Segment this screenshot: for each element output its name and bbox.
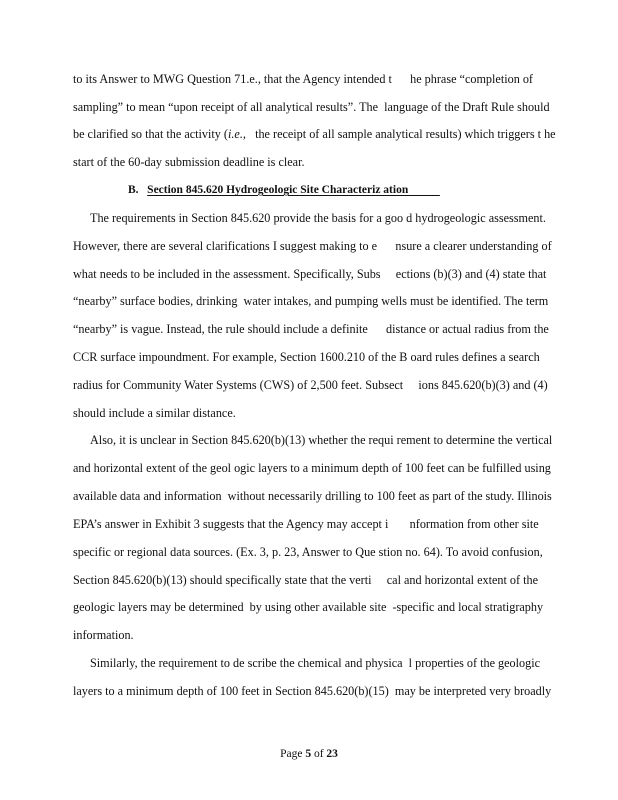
body-text-line: Also, it is unclear in Section 845.620(b)(13) whether the requi rement to determine the vertical bbox=[90, 433, 553, 447]
body-text-line: specific or regional data sources. (Ex. 3, p. 23, Answer to Que stion no. 64). To avoid confusion, bbox=[73, 545, 543, 559]
italic-abbreviation: i.e., bbox=[228, 127, 246, 141]
body-text-line bbox=[73, 127, 556, 141]
body-text-line: radius for Community Water Systems (CWS) of 2,500 feet. Subsect ions 845.620(b)(3) and (4) bbox=[73, 378, 548, 392]
page-number: 5 bbox=[305, 748, 312, 760]
section-heading bbox=[128, 183, 440, 197]
body-text-segment: be clarified so that the activity ( bbox=[73, 127, 228, 141]
section-title: Section 845.620 Hydrogeologic Site Characteriz ation bbox=[147, 184, 440, 196]
body-text-line: CCR surface impoundment. For example, Section 1600.210 of the B oard rules defines a search bbox=[73, 350, 540, 364]
body-text-line: The requirements in Section 845.620 provide the basis for a goo d hydrogeologic assessment. bbox=[90, 211, 546, 225]
body-text-line: “nearby” is vague. Instead, the rule should include a definite distance or actual radius from the bbox=[73, 322, 549, 336]
body-text-line: what needs to be included in the assessment. Specifically, Subs ections (b)(3) and (4) state that bbox=[73, 267, 547, 281]
page-total: 23 bbox=[326, 748, 338, 760]
body-text-line: available data and information without necessarily drilling to 100 feet as part of the study. Illinois bbox=[73, 489, 552, 503]
of-word: of bbox=[311, 748, 327, 760]
body-text-line: start of the 60-day submission deadline is clear. bbox=[73, 155, 305, 169]
body-text-line: geologic layers may be determined by using other available site -specific and local stratigraphy bbox=[73, 600, 544, 614]
body-text-line: and horizontal extent of the geol ogic layers to a minimum depth of 100 feet can be fulfilled using bbox=[73, 461, 551, 475]
body-text-line: information. bbox=[73, 628, 134, 642]
body-text-line: to its Answer to MWG Question 71.e., that the Agency intended t he phrase “completion of bbox=[73, 72, 533, 86]
section-letter: B. bbox=[128, 184, 139, 196]
body-text-line: EPA’s answer in Exhibit 3 suggests that the Agency may accept i nformation from other site bbox=[73, 517, 539, 531]
body-text-line: should include a similar distance. bbox=[73, 406, 236, 420]
body-text-line: sampling” to mean “upon receipt of all analytical results”. The language of the Draft Rule should bbox=[73, 100, 550, 114]
body-text-line: Section 845.620(b)(13) should specifically state that the verti cal and horizontal extent of the bbox=[73, 573, 539, 587]
page-word: Page bbox=[280, 748, 306, 760]
body-text-segment: the receipt of all sample analytical results) which triggers t he bbox=[245, 127, 556, 141]
body-text-line: “nearby” surface bodies, drinking water intakes, and pumping wells must be identified. The term bbox=[73, 294, 549, 308]
body-text-line: layers to a minimum depth of 100 feet in Section 845.620(b)(15) may be interpreted very broadly bbox=[73, 684, 552, 698]
body-text-line: However, there are several clarifications I suggest making to e nsure a clearer understanding of bbox=[73, 239, 552, 253]
page-footer bbox=[0, 747, 618, 761]
body-text-line: Similarly, the requirement to de scribe the chemical and physica l properties of the geologic bbox=[90, 656, 540, 670]
